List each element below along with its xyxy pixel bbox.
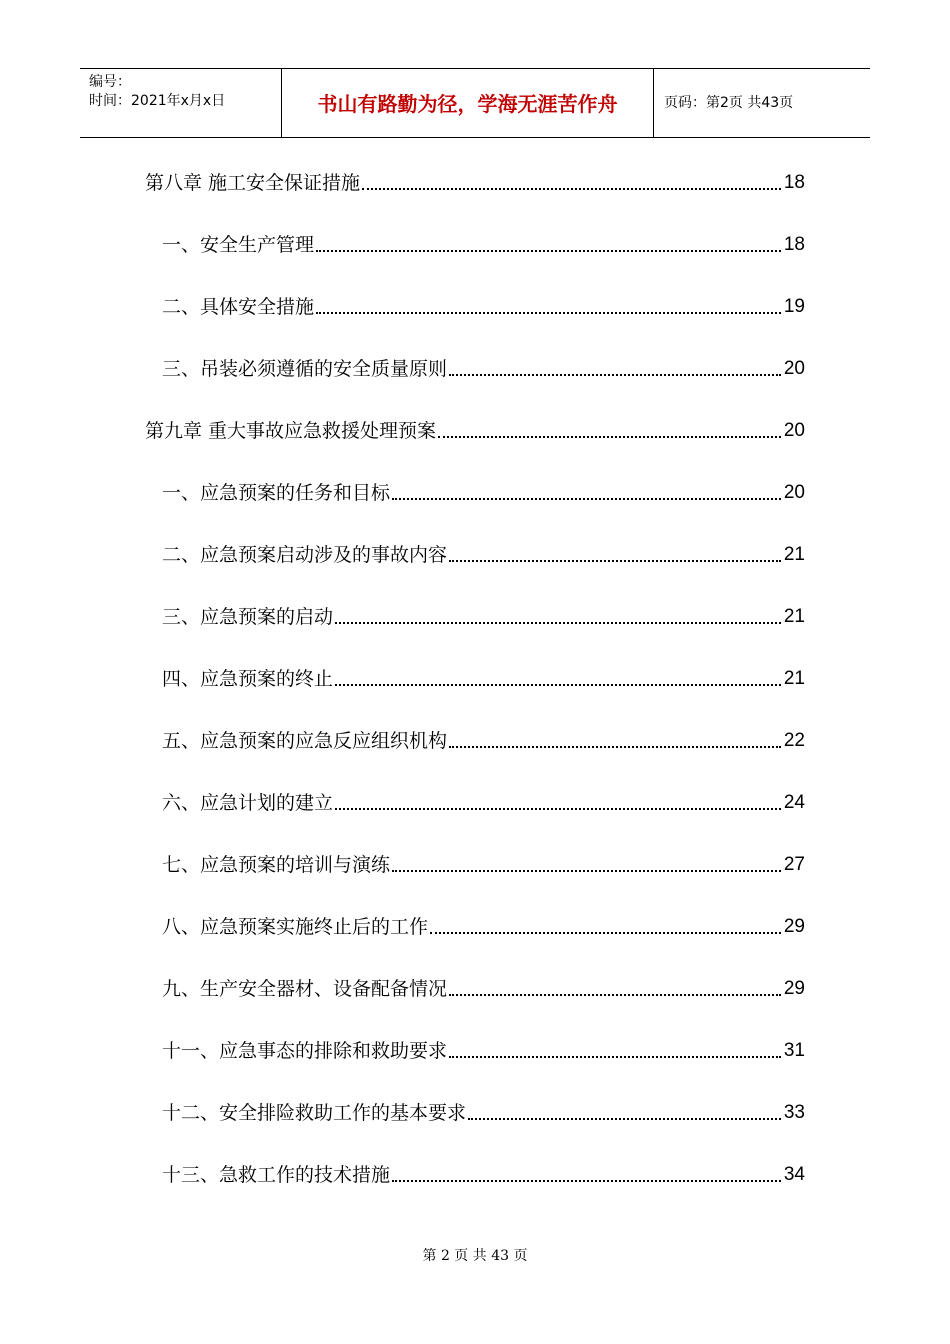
toc-entry[interactable] xyxy=(0,1098,950,1128)
toc-entry-title: 七、应急预案的培训与演练 xyxy=(162,854,391,876)
toc-entry-title: 六、应急计划的建立 xyxy=(162,792,334,814)
toc-entry[interactable] xyxy=(0,416,950,446)
toc-entry-title: 十二、安全排险救助工作的基本要求 xyxy=(162,1102,467,1124)
toc-leader-dots xyxy=(430,932,781,934)
toc-leader-dots xyxy=(335,808,781,810)
toc-entry[interactable] xyxy=(0,974,950,1004)
toc-entry-title: 三、吊装必须遵循的安全质量原则 xyxy=(162,358,448,380)
toc-entry[interactable] xyxy=(0,292,950,322)
toc-leader-dots xyxy=(392,1180,781,1182)
toc-entry-page: 21 xyxy=(783,668,805,689)
toc-entry-title: 三、应急预案的启动 xyxy=(162,606,334,628)
toc-entry-page: 29 xyxy=(783,916,805,937)
header-motto-cell xyxy=(282,69,654,137)
toc-entry[interactable] xyxy=(0,230,950,260)
toc-entry[interactable] xyxy=(0,850,950,880)
toc-entry[interactable] xyxy=(0,1036,950,1066)
header-page-info: 页码：第2页 共43页 xyxy=(664,95,794,111)
toc-entry-title: 四、应急预案的终止 xyxy=(162,668,334,690)
toc-entry-title: 二、具体安全措施 xyxy=(162,296,315,318)
toc-leader-dots xyxy=(449,746,781,748)
toc-entry-title: 五、应急预案的应急反应组织机构 xyxy=(162,730,448,752)
toc-entry-page: 24 xyxy=(783,792,805,813)
toc-leader-dots xyxy=(335,622,781,624)
toc-entry-page: 21 xyxy=(783,544,805,565)
toc-entry-title: 十三、急救工作的技术措施 xyxy=(162,1164,391,1186)
toc-leader-dots xyxy=(316,312,781,314)
toc-entry-title: 一、应急预案的任务和目标 xyxy=(162,482,391,504)
motto-text: 书山有路勤为径，学海无涯苦作舟 xyxy=(317,92,618,116)
toc-entry-page: 29 xyxy=(783,978,805,999)
toc-entry-page: 33 xyxy=(783,1102,805,1123)
toc-entry-title: 第八章 施工安全保证措施 xyxy=(145,172,361,194)
toc-entry[interactable] xyxy=(0,788,950,818)
toc-entry-page: 34 xyxy=(783,1164,805,1185)
page-footer: 第 2 页 共 43 页 xyxy=(422,1248,528,1264)
toc-entry-title: 八、应急预案实施终止后的工作 xyxy=(162,916,429,938)
toc-leader-dots xyxy=(438,436,781,438)
toc-leader-dots xyxy=(392,498,781,500)
toc-entry[interactable] xyxy=(0,168,950,198)
page-header xyxy=(80,68,870,138)
toc-entry-title: 第九章 重大事故应急救援处理预案 xyxy=(145,420,437,442)
toc-entry-page: 18 xyxy=(783,172,805,193)
toc-entry[interactable] xyxy=(0,726,950,756)
toc-entry-page: 19 xyxy=(783,296,805,317)
toc-entry-title: 十一、应急事态的排除和救助要求 xyxy=(162,1040,448,1062)
toc-leader-dots xyxy=(449,1056,781,1058)
toc-entry[interactable] xyxy=(0,478,950,508)
toc-entry-page: 20 xyxy=(783,358,805,379)
toc-entry-title: 九、生产安全器材、设备配备情况 xyxy=(162,978,448,1000)
toc-entry-page: 20 xyxy=(783,482,805,503)
toc-entry[interactable] xyxy=(0,1160,950,1190)
toc-entry-title: 一、安全生产管理 xyxy=(162,234,315,256)
toc-leader-dots xyxy=(362,188,781,190)
toc-entry-page: 20 xyxy=(783,420,805,441)
toc-leader-dots xyxy=(392,870,781,872)
toc-entry-page: 27 xyxy=(783,854,805,875)
toc-leader-dots xyxy=(335,684,781,686)
toc-entry[interactable] xyxy=(0,602,950,632)
toc-leader-dots xyxy=(468,1118,781,1120)
toc-entry-page: 31 xyxy=(783,1040,805,1061)
toc-leader-dots xyxy=(449,560,781,562)
document-number-label: 编号： xyxy=(89,74,131,90)
toc-entry[interactable] xyxy=(0,912,950,942)
toc-leader-dots xyxy=(449,374,781,376)
toc-entry-title: 二、应急预案启动涉及的事故内容 xyxy=(162,544,448,566)
header-page-cell xyxy=(654,69,870,137)
toc-entry[interactable] xyxy=(0,354,950,384)
toc-leader-dots xyxy=(449,994,781,996)
toc-entry-page: 21 xyxy=(783,606,805,627)
toc-entry-page: 18 xyxy=(783,234,805,255)
document-date-label: 时间：2021年x月x日 xyxy=(89,93,226,109)
toc-entry[interactable] xyxy=(0,664,950,694)
toc-entry[interactable] xyxy=(0,540,950,570)
toc-entry-page: 22 xyxy=(783,730,805,751)
header-meta-cell xyxy=(80,69,282,137)
toc-leader-dots xyxy=(316,250,781,252)
